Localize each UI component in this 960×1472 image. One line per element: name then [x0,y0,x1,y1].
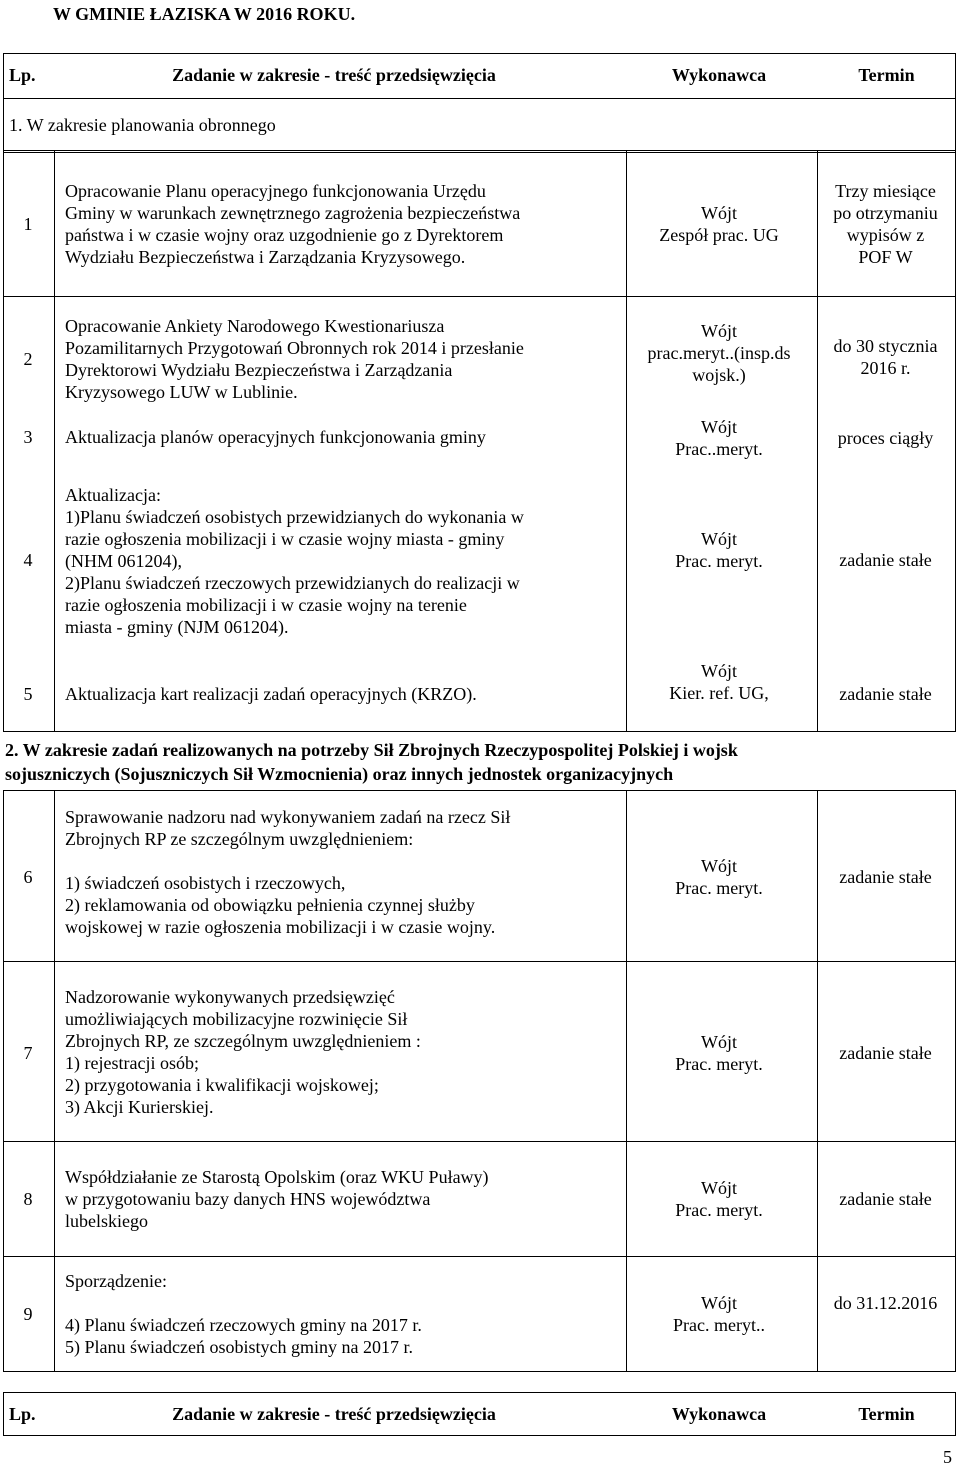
deadline-line: po otrzymaniu [833,203,938,223]
task-line: 4) Planu świadczeń rzeczowych gminy na 2017 r. [65,1315,422,1335]
deadline-line: proces ciągły [837,428,934,448]
task-line: 1)Planu świadczeń osobistych przewidzianych do wykonania w [65,507,524,527]
task-line: miasta - gminy (NJM 061204). [65,617,289,637]
section-2-heading-line1: 2. W zakresie zadań realizowanych na potrzeby Sił Zbrojnych Rzeczypospolitej Polskiej i wojsk [5,740,738,760]
executor-line: Wójt [701,417,737,437]
executor-line: Kier. ref. UG, [669,683,769,703]
task-line: wojskowej w razie ogłoszenia mobilizacji i w czasie wojny. [65,917,496,937]
executor-line: Prac. meryt.. [673,1315,765,1335]
task-line: Pozamilitarnych Przygotowań Obronnych rok 2014 i przesłanie [65,338,524,358]
deadline-line: zadanie stałe [839,867,932,887]
row-number: 3 [23,427,33,447]
task-line: Aktualizacja kart realizacji zadań operacyjnych (KRZO). [65,684,477,704]
executor-line: Wójt [701,1178,737,1198]
deadline-line: 2016 r. [860,358,911,378]
header-deadline: Termin [858,1404,915,1424]
executor-line: Wójt [701,661,737,681]
task-line: Wydziału Bezpieczeństwa i Zarządzania Kryzysowego. [65,247,466,267]
task-line: razie ogłoszenia mobilizacji i w czasie wojny miasta - gminy [65,529,505,549]
deadline-line: zadanie stałe [839,550,932,570]
task-line: 3) Akcji Kurierskiej. [65,1097,214,1117]
executor-line: Prac. meryt. [675,551,763,571]
task-line: Kryzysowego LUW w Lublinie. [65,382,298,402]
executor-line: Prac. meryt. [675,878,763,898]
task-line: Sprawowanie nadzoru nad wykonywaniem zadań na rzecz Sił [65,807,511,827]
header-table-repeat [3,1392,956,1436]
task-line: Aktualizacja planów operacyjnych funkcjonowania gminy [65,427,486,447]
section-1-heading: 1. W zakresie planowania obronnego [9,115,276,135]
row-number: 7 [23,1043,33,1063]
task-line: Sporządzenie: [65,1271,167,1291]
executor-line: Wójt [701,1032,737,1052]
executor-line: prac.meryt..(insp.ds [647,343,791,363]
header-executor: Wykonawca [671,65,767,85]
task-line: 1) świadczeń osobistych i rzeczowych, [65,873,346,893]
deadline-line: do 31.12.2016 [833,1293,938,1313]
task-line: państwa i w czasie wojny oraz uzgodnienie go z Dyrektorem [65,225,504,245]
header-executor: Wykonawca [671,1404,767,1424]
executor-line: Wójt [701,203,737,223]
task-line: (NHM 061204), [65,551,182,571]
executor-line: Prac..meryt. [675,439,763,459]
task-line: 2) reklamowania od obowiązku pełnienia czynnej służby [65,895,475,915]
header-task: Zadanie w zakresie - treść przedsięwzięcia [172,1404,496,1424]
header-lp: Lp. [9,65,36,85]
executor-line: wojsk.) [692,365,746,385]
header-lp: Lp. [9,1404,36,1424]
task-line: Nadzorowanie wykonywanych przedsięwzięć [65,987,395,1007]
row-number: 4 [23,550,33,570]
task-line: 1) rejestracji osób; [65,1053,199,1073]
deadline-line: zadanie stałe [839,1189,932,1209]
row-number: 1 [23,214,33,234]
deadline-line: zadanie stałe [839,684,932,704]
deadline-line: POF W [858,247,913,267]
task-line: lubelskiego [65,1211,148,1231]
deadline-line: wypisów z [846,225,925,245]
task-line: 2) przygotowania i kwalifikacji wojskowej; [65,1075,379,1095]
header-task: Zadanie w zakresie - treść przedsięwzięcia [172,65,496,85]
task-line: razie ogłoszenia mobilizacji i w czasie wojny na terenie [65,595,467,615]
task-line: Dyrektorowi Wydziału Bezpieczeństwa i Zarządzania [65,360,453,380]
task-line: Zbrojnych RP, ze szczególnym uwzględnieniem : [65,1031,421,1051]
task-line: 2)Planu świadczeń rzeczowych przewidzianych do realizacji w [65,573,520,593]
task-line: umożliwiających mobilizacyjne rozwinięcie Sił [65,1009,408,1029]
executor-line: Wójt [701,1293,737,1313]
executor-line: Wójt [701,321,737,341]
executor-line: Wójt [701,856,737,876]
executor-line: Wójt [701,529,737,549]
task-line: Aktualizacja: [65,485,161,505]
task-line: w przygotowaniu bazy danych HNS województwa [65,1189,431,1209]
header-deadline: Termin [858,65,915,85]
task-line: Współdziałanie ze Starostą Opolskim (oraz WKU Puławy) [65,1167,489,1187]
page-number: 5 [943,1447,952,1467]
executor-line: Prac. meryt. [675,1200,763,1220]
section-2-heading-line2: sojuszniczych (Sojuszniczych Sił Wzmocnienia) oraz innych jednostek organizacyjnych [5,764,674,784]
deadline-line: do 30 stycznia [833,336,938,356]
deadline-line: Trzy miesiące [835,181,936,201]
executor-line: Prac. meryt. [675,1054,763,1074]
row-number: 5 [23,684,33,704]
row-number: 9 [23,1304,33,1324]
task-line: Opracowanie Planu operacyjnego funkcjonowania Urzędu [65,181,486,201]
row-number: 2 [23,349,33,369]
task-line: Opracowanie Ankiety Narodowego Kwestionariusza [65,316,445,336]
executor-line: Zespół prac. UG [659,225,779,245]
deadline-line: zadanie stałe [839,1043,932,1063]
task-line: 5) Planu świadczeń osobistych gminy na 2017 r. [65,1337,413,1357]
row-number: 6 [23,867,33,887]
task-line: Zbrojnych RP ze szczególnym uwzględnieniem: [65,829,414,849]
document-title: W GMINIE ŁAZISKA W 2016 ROKU. [53,4,356,24]
task-line: Gminy w warunkach zewnętrznego zagrożenia bezpieczeństwa [65,203,521,223]
header-table [3,53,956,153]
row-number: 8 [23,1189,33,1209]
